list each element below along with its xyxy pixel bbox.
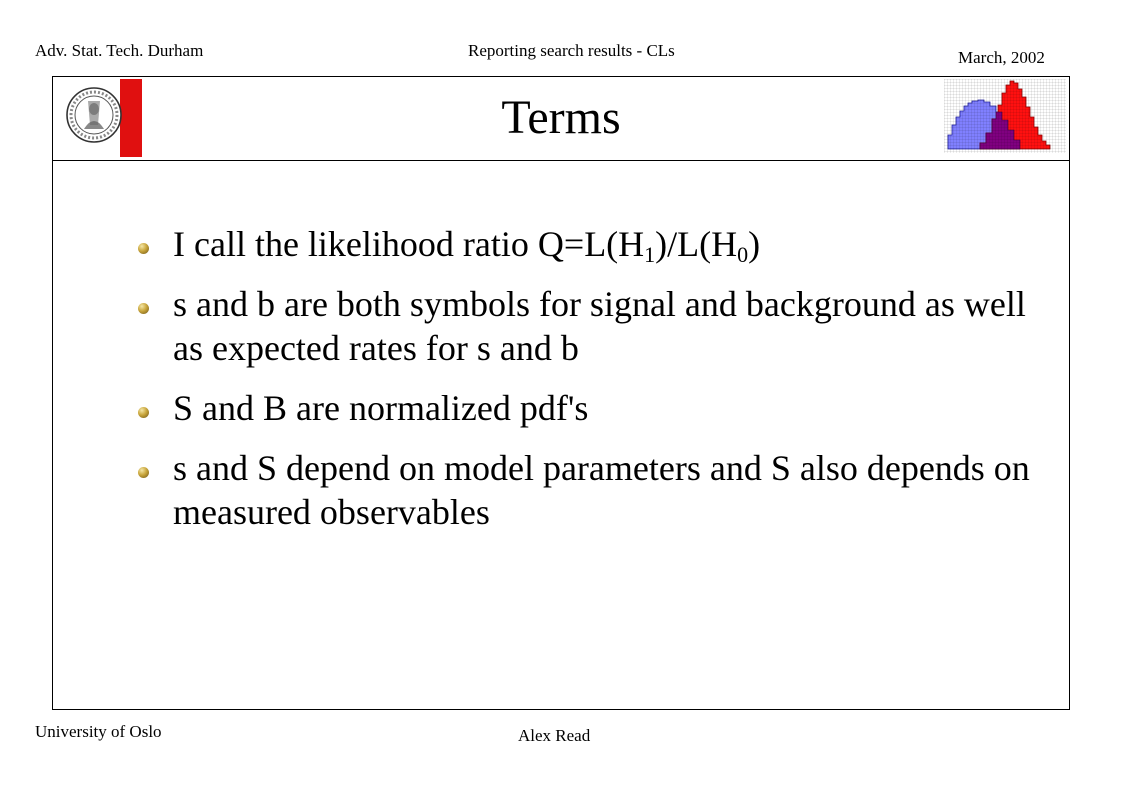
bullet-list	[137, 222, 1037, 534]
header-date: March, 2002	[958, 48, 1045, 67]
subscript-0: 0	[737, 242, 749, 267]
bullet-icon	[138, 407, 149, 418]
bullet-text-part: )	[748, 224, 761, 264]
bullet-text-part: )/L(H	[655, 224, 738, 264]
overlapping-histograms-icon	[944, 79, 1066, 153]
bullet-icon	[138, 303, 149, 314]
bullet-item	[137, 222, 1037, 266]
footer-author: Alex Read	[518, 726, 591, 745]
slide-title: Terms	[501, 91, 621, 144]
bullet-icon	[138, 243, 149, 254]
bullet-item	[137, 282, 1037, 370]
bullet-text: S and B are normalized pdf's	[173, 388, 589, 428]
subscript-1: 1	[644, 242, 656, 267]
bullet-text: s and S depend on model parameters and S also depends on measured observables	[173, 448, 1030, 532]
bullet-icon	[138, 467, 149, 478]
bullet-text-part: I call the likelihood ratio Q=L(H	[173, 224, 645, 264]
bullet-item	[137, 386, 1037, 430]
bullet-item	[137, 446, 1037, 534]
title-divider	[52, 160, 1070, 161]
footer-institution: University of Oslo	[35, 722, 162, 741]
header-center-text: Reporting search results - CLs	[468, 41, 675, 60]
header-left-text: Adv. Stat. Tech. Durham	[35, 41, 204, 60]
bullet-text: s and b are both symbols for signal and background as well as expected rates for s and b	[173, 284, 1026, 368]
